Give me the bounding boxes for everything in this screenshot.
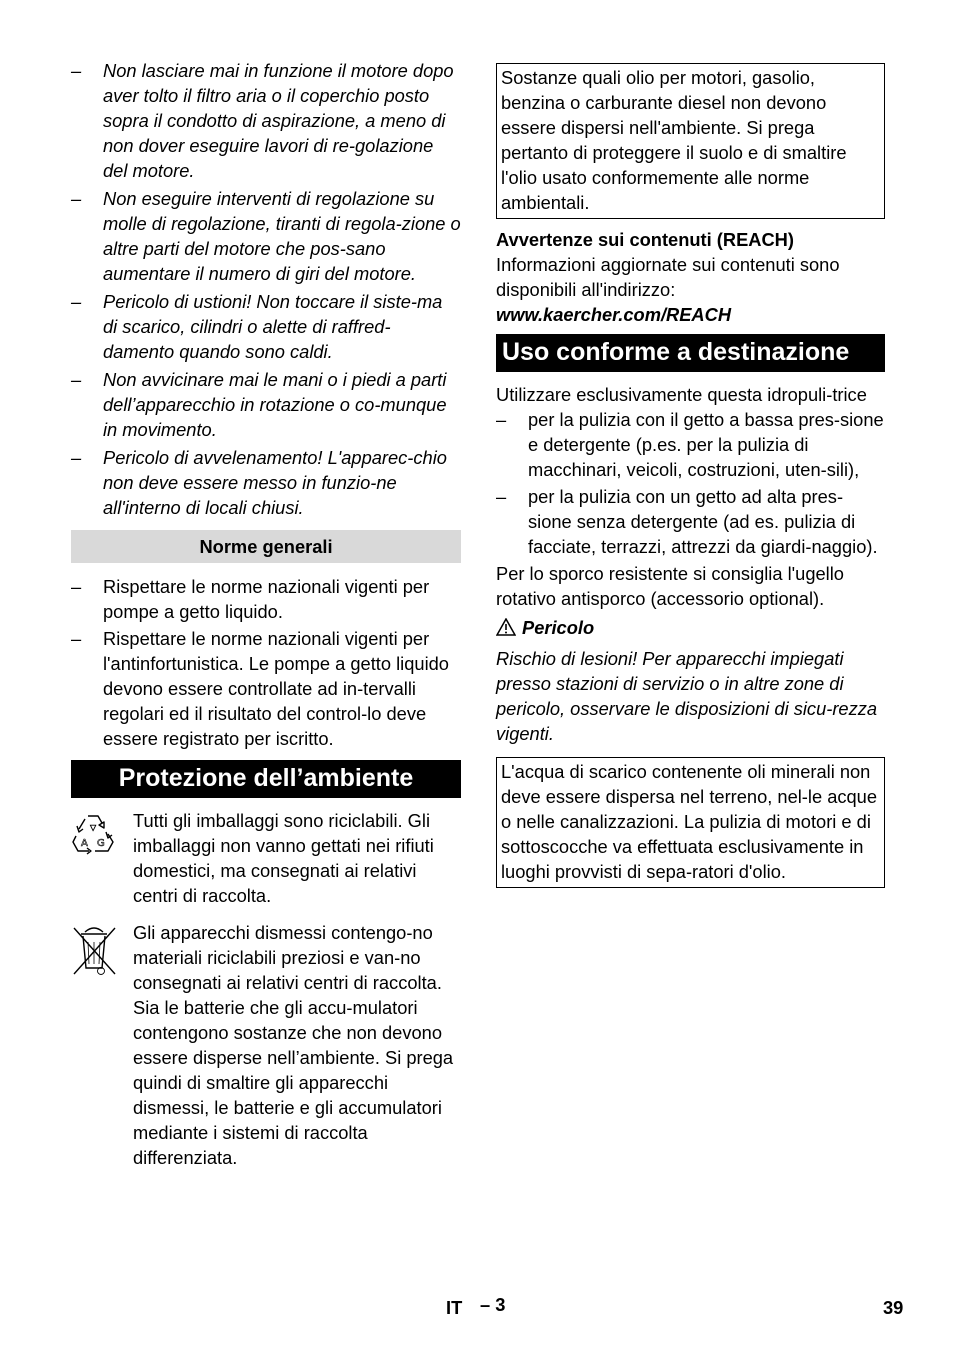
recycle-icon	[71, 808, 133, 862]
weee-text: Gli apparecchi dismessi contengo-no materiali riciclabili preziosi e van-no consegnati ai relativi centri di raccolta. Sia le batterie che gli accu-mulatori contengono sostanze che non devono essere disperse nell’ambiente. Si prega quindi di smaltire gli apparecchi dismessi, le batterie e gli accumulatori mediante i sistemi di raccolta differenziata.	[133, 922, 454, 1168]
norme-generali-heading: Norme generali	[71, 530, 461, 563]
svg-text:G: G	[97, 838, 105, 849]
list-item: – Rispettare le norme nazionali vigenti per l'antinfortunistica. Le pompe a getto liquido devono essere controllate ad in-tervalli regolari ed il risultato del control-lo deve essere registrato per iscritto.	[71, 628, 449, 749]
wastewater-box: L'acqua di scarico contenente oli minerali non deve essere dispersa nel terreno, nel-le acque o nelle canalizzazioni. La pulizia di motori e di sottoscocche va effettuata esclusivamente in luoghi provvisti di sepa-ratori d'olio.	[496, 757, 885, 888]
pericolo-text: Rischio di lesioni! Per apparecchi impiegati presso stazioni di servizio o in altre zone di pericolo, osservare le disposizioni di sicu-rezza vigenti.	[496, 648, 878, 744]
svg-text:A: A	[81, 838, 88, 849]
page-number: 39	[883, 1297, 904, 1318]
uso-intro: Utilizzare esclusivamente questa idropuli-trice	[496, 384, 867, 405]
list-item: – Rispettare le norme nazionali vigenti per pompe a getto liquido.	[71, 576, 430, 622]
left-column	[71, 58, 461, 1182]
crossed-bin-icon	[71, 920, 133, 984]
list-item: – Non lasciare mai in funzione il motore dopo aver tolto il filtro aria o il coperchio posto sopra il condotto di aspirazione, a meno di non dover eseguire lavori di re-golazione del motore.	[71, 60, 454, 181]
warning-triangle-icon	[496, 617, 516, 642]
list-item: – per la pulizia con un getto ad alta pres-sione senza detergente (ad es. pulizia di facciate, terrazzi, attrezzi da giardi-naggio).	[496, 486, 878, 557]
norme-list	[71, 574, 461, 751]
footer-language: IT	[446, 1297, 463, 1318]
pericolo-heading	[496, 615, 885, 642]
pericolo-label: Pericolo	[522, 617, 595, 638]
right-column	[496, 63, 885, 888]
sporco-text: Per lo sporco resistente si consiglia l'ugello rotativo antisporco (accessorio optional).	[496, 563, 844, 609]
svg-text:▽: ▽	[90, 823, 97, 832]
recycle-paragraph	[71, 808, 461, 908]
list-item: – Non eseguire interventi di regolazione su molle di regolazione, tiranti di regola-zione o altre parti del motore che pos-sano aumentare il numero di giri del motore.	[71, 188, 461, 284]
uso-list	[496, 407, 885, 559]
reach-link[interactable]: www.kaercher.com/REACH	[496, 304, 732, 325]
footer-local-page: – 3	[480, 1294, 506, 1315]
safety-list	[71, 58, 461, 520]
list-item: – Non avvicinare mai le mani o i piedi a parti dell’apparecchio in rotazione o co-munque in movimento.	[71, 369, 447, 440]
oil-disposal-box: Sostanze quali olio per motori, gasolio, benzina o carburante diesel non devono essere dispersi nell'ambiente. Si prega pertanto di proteggere il suolo e di smaltire l'olio usato conformemente alle norme ambientali.	[496, 63, 885, 219]
reach-text: Informazioni aggiornate sui contenuti sono disponibili all'indirizzo:	[496, 254, 840, 300]
weee-paragraph	[71, 920, 461, 1170]
list-item: – per la pulizia con il getto a bassa pres-sione e detergente (p.es. per la pulizia di macchinari, veicoli, costruzioni, uten-sili),	[496, 409, 884, 480]
uso-conforme-heading: Uso conforme a destinazione	[496, 334, 885, 372]
reach-title: Avvertenze sui contenuti (REACH)	[496, 229, 794, 250]
recycle-text: Tutti gli imballaggi sono riciclabili. Gli imballaggi non vanno gettati nei rifiuti domestici, ma consegnati ai relativi centri di raccolta.	[133, 810, 434, 906]
list-item: – Pericolo di ustioni! Non toccare il siste-ma di scarico, cilindri o alette di raffred-damento quando sono caldi.	[71, 291, 443, 362]
protezione-ambiente-heading: Protezione dell’ambiente	[71, 760, 461, 798]
list-item: – Pericolo di avvelenamento! L'apparec-chio non deve essere messo in funzio-ne all'interno di locali chiusi.	[71, 447, 447, 518]
